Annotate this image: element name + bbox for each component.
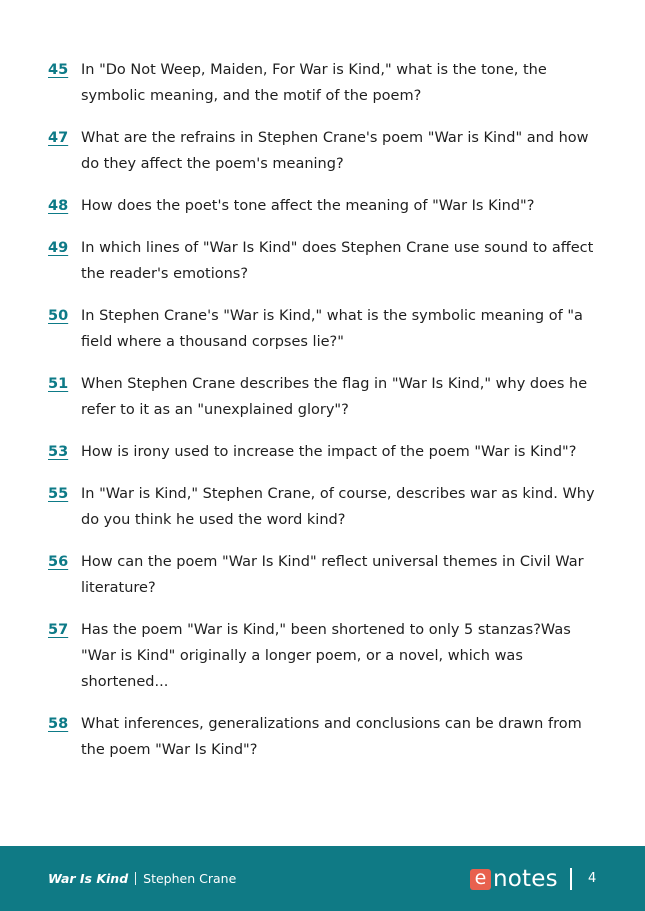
question-item: [0, 371, 645, 423]
question-number-link[interactable]: 49: [48, 240, 69, 256]
question-number-link[interactable]: 50: [48, 308, 69, 324]
footer-separator: [135, 872, 136, 885]
question-item: [0, 711, 645, 763]
question-item: [0, 125, 645, 177]
question-item: [0, 303, 645, 355]
question-item: [0, 617, 645, 695]
footer-author: Stephen Crane: [143, 871, 237, 886]
question-number-link[interactable]: 47: [48, 130, 69, 146]
question-number-link[interactable]: 48: [48, 198, 69, 214]
question-text: In which lines of "War Is Kind" does Stephen Crane use sound to affect the reader's emotions?: [81, 240, 594, 282]
question-number-link[interactable]: 56: [48, 554, 69, 570]
question-number-link[interactable]: 45: [48, 62, 69, 78]
page-footer: [0, 846, 645, 911]
question-text: What inferences, generalizations and conclusions can be drawn from the poem "War Is Kind"?: [81, 716, 582, 758]
question-number-link[interactable]: 51: [48, 376, 69, 392]
question-text: How can the poem "War Is Kind" reflect universal themes in Civil War literature?: [81, 554, 584, 596]
question-number-link[interactable]: 57: [48, 622, 69, 638]
enotes-logo[interactable]: [470, 866, 558, 892]
footer-divider: [570, 868, 572, 890]
question-text: In Stephen Crane's "War is Kind," what is the symbolic meaning of "a field where a thousand corpses lie?": [81, 308, 583, 350]
question-text: When Stephen Crane describes the flag in "War Is Kind," why does he refer to it as an "unexplained glory"?: [81, 376, 588, 418]
question-item: [0, 439, 645, 465]
question-text: What are the refrains in Stephen Crane's poem "War is Kind" and how do they affect the poem's meaning?: [81, 130, 589, 172]
question-text: Has the poem "War is Kind," been shortened to only 5 stanzas?Was "War is Kind" originally a longer poem, or a novel, which was shortened...: [81, 622, 571, 690]
question-item: [0, 193, 645, 219]
enotes-logo-e-icon: e: [470, 869, 491, 890]
question-text: In "War is Kind," Stephen Crane, of course, describes war as kind. Why do you think he used the word kind?: [81, 486, 595, 528]
enotes-logo-text: notes: [493, 866, 558, 892]
question-number-link[interactable]: 53: [48, 444, 69, 460]
question-text: In "Do Not Weep, Maiden, For War is Kind," what is the tone, the symbolic meaning, and the motif of the poem?: [81, 62, 547, 104]
question-number-link[interactable]: 58: [48, 716, 69, 732]
question-item: [0, 57, 645, 109]
footer-book-info: [48, 870, 236, 888]
question-item: [0, 235, 645, 287]
footer-book-title: War Is Kind: [48, 871, 129, 886]
question-text: How is irony used to increase the impact of the poem "War is Kind"?: [81, 444, 577, 460]
question-number-link[interactable]: 55: [48, 486, 69, 502]
page-number: 4: [588, 871, 597, 886]
question-item: [0, 481, 645, 533]
question-list: [0, 57, 645, 779]
question-text: How does the poet's tone affect the meaning of "War Is Kind"?: [81, 198, 535, 214]
question-item: [0, 549, 645, 601]
